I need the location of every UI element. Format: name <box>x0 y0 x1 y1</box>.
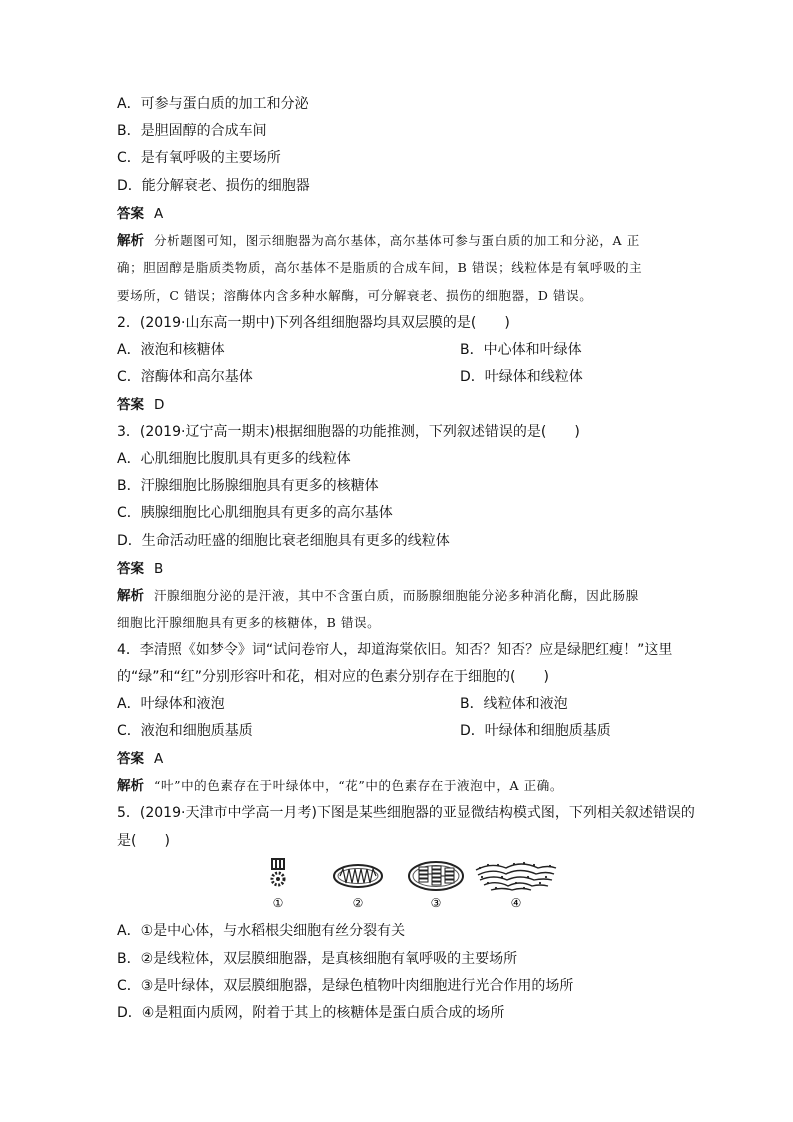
answer-value: D <box>154 397 165 413</box>
q5-stem-line-1: 5．(2019·天津市中学高一月考)下图是某些细胞器的亚显微结构模式图，下列相关叙述错误的 <box>117 805 695 821</box>
q1-answer <box>117 205 163 223</box>
q1-explanation-line-2: 确；胆固醇是脂质类物质，高尔基体不是脂质的合成车间，B 错误；线粒体是有氧呼吸的主 <box>117 260 643 275</box>
answer-label: 答案 <box>117 561 144 577</box>
rough-er-drawing <box>476 864 556 890</box>
q2-option-a: A．液泡和核糖体 <box>117 342 225 358</box>
q5-option-a: A．①是中心体，与水稻根尖细胞有丝分裂有关 <box>117 923 406 939</box>
q2-option-d: D．叶绿体和线粒体 <box>460 369 583 385</box>
q1-option-a: A．可参与蛋白质的加工和分泌 <box>117 96 309 112</box>
answer-value: B <box>154 561 164 577</box>
answer-value: A <box>154 751 164 767</box>
q1-explanation-line-3: 要场所，C 错误；溶酶体内含多种水解酶，可分解衰老、损伤的细胞器，D 错误。 <box>117 288 593 303</box>
chloroplast-drawing <box>409 862 463 890</box>
answer-label: 答案 <box>117 751 144 767</box>
q2-options-row-2 <box>117 368 583 386</box>
q1-option-c: C．是有氧呼吸的主要场所 <box>117 150 281 166</box>
q3-option-c: C．胰腺细胞比心肌细胞具有更多的高尔基体 <box>117 505 393 521</box>
figure-label-3: ③ <box>430 896 442 910</box>
organelle-figure <box>266 856 566 912</box>
q4-option-b: B．线粒体和液泡 <box>460 696 568 712</box>
q4-options-row-1 <box>117 695 568 713</box>
organelle-figure-svg <box>266 856 566 912</box>
answer-label: 答案 <box>117 397 144 413</box>
centriole-drawing <box>271 858 285 885</box>
q1-option-b: B．是胆固醇的合成车间 <box>117 123 267 139</box>
explanation-text: “叶”中的色素存在于叶绿体中，“花”中的色素存在于液泡中，A 正确。 <box>154 778 563 793</box>
mitochondrion-drawing <box>334 865 382 887</box>
q3-option-b: B．汗腺细胞比肠腺细胞具有更多的核糖体 <box>117 478 379 494</box>
q3-explanation-line-2: 细胞比汗腺细胞具有更多的核糖体，B 错误。 <box>117 615 381 630</box>
q4-options-row-2 <box>117 722 611 740</box>
q5-option-c: C．③是叶绿体，双层膜细胞器，是绿色植物叶肉细胞进行光合作用的场所 <box>117 978 574 994</box>
answer-label: 答案 <box>117 206 144 222</box>
explanation-label: 解析 <box>117 233 144 249</box>
q2-options-row-1 <box>117 341 582 359</box>
figure-label-1: ① <box>272 896 284 910</box>
q5-stem-line-2: 是( ) <box>117 833 170 849</box>
explanation-label: 解析 <box>117 588 144 604</box>
answer-value: A <box>154 206 164 222</box>
q1-explanation-line-1 <box>117 232 640 250</box>
q4-explanation <box>117 777 563 795</box>
explanation-text: 分析题图可知，图示细胞器为高尔基体，高尔基体可参与蛋白质的加工和分泌，A 正 <box>154 233 640 248</box>
figure-label-2: ② <box>352 896 364 910</box>
figure-label-4: ④ <box>510 896 522 910</box>
q3-answer <box>117 560 163 578</box>
q2-answer <box>117 396 164 414</box>
q1-option-d: D．能分解衰老、损伤的细胞器 <box>117 178 310 194</box>
q2-option-b: B．中心体和叶绿体 <box>460 342 582 358</box>
q2-stem: 2．(2019·山东高一期中)下列各组细胞器均具双层膜的是( ) <box>117 315 510 331</box>
q4-option-a: A．叶绿体和液泡 <box>117 696 225 712</box>
q5-option-b: B．②是线粒体，双层膜细胞器，是真核细胞有氧呼吸的主要场所 <box>117 951 518 967</box>
q4-stem-line-1: 4．李清照《如梦令》词“试问卷帘人，却道海棠依旧。知否？知否？应是绿肥红瘦！”这里 <box>117 642 673 658</box>
explanation-text: 汗腺细胞分泌的是汗液，其中不含蛋白质，而肠腺细胞能分泌多种消化酶，因此肠腺 <box>154 588 639 603</box>
q4-option-c: C．液泡和细胞质基质 <box>117 723 253 739</box>
q3-option-a: A．心肌细胞比腹肌具有更多的线粒体 <box>117 451 351 467</box>
q4-answer <box>117 750 163 768</box>
q5-option-d: D．④是粗面内质网，附着于其上的核糖体是蛋白质合成的场所 <box>117 1005 505 1021</box>
q3-option-d: D．生命活动旺盛的细胞比衰老细胞具有更多的线粒体 <box>117 533 450 549</box>
q2-option-c: C．溶酶体和高尔基体 <box>117 369 253 385</box>
q4-stem-line-2: 的“绿”和“红”分别形容叶和花，相对应的色素分别存在于细胞的( ) <box>117 669 549 685</box>
q3-stem: 3．(2019·辽宁高一期末)根据细胞器的功能推测，下列叙述错误的是( ) <box>117 424 580 440</box>
explanation-label: 解析 <box>117 778 144 794</box>
q4-option-d: D．叶绿体和细胞质基质 <box>460 723 611 739</box>
q3-explanation-line-1 <box>117 587 639 605</box>
